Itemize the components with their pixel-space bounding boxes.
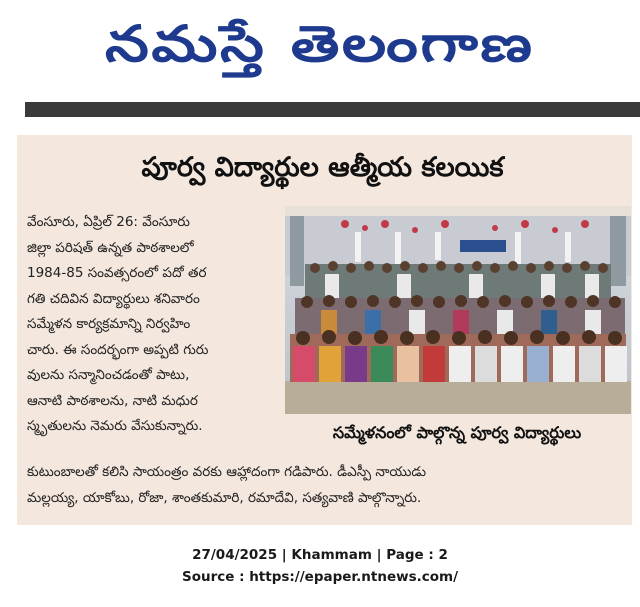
header-divider [25,102,640,117]
article-body-line: కుటుంబాలతో కలిసి సాయంత్రం వరకు ఆహ్లాదంగా గడిపారు. డీఎస్పీ నాయుడు [27,464,427,480]
article-body-line: మల్లయ్య, యాకోబు, రోజా, శాంతకుమారి, రమాదేవి, సత్యవాణి పాల్గొన్నారు. [27,489,422,506]
article-body-line: చారు. ఈ సందర్భంగా అప్పటి గురు [27,341,209,358]
date-edition-line: 27/04/2025 | Khammam | Page : 2 [192,547,448,563]
group-photo [285,206,631,414]
article-body-line: ఆనాటి పాఠశాలను, నాటి మధుర [27,392,198,409]
newspaper-title: నమస్తే తెలంగాణ [105,15,535,73]
article-body-line: స్మృతులను నెమరు వేసుకున్నారు. [27,418,203,434]
article-body-line: గతి చదివిన విద్యార్థులు శనివారం [27,290,200,307]
source-line: Source : https://epaper.ntnews.com/ [181,569,459,585]
article-body-line: జిల్లా పరిషత్ ఉన్నత పాఠశాలలో [27,239,194,256]
article-body-line: 1984-85 సంవత్సరంలో పదో తర [27,265,207,281]
article-headline: పూర్వ విద్యార్థుల ఆత్మీయ కలయిక [141,152,504,183]
group-photo-image [285,206,631,414]
article-body-continued [27,460,612,511]
article-body-line: వేంసూరు, ఏప్రిల్ 26: వేంసూరు [27,214,190,230]
article-body-line: వులను సన్మానించడంతో పాటు, [27,367,190,383]
photo-caption: సమ్మేళనంలో పాల్గొన్న పూర్వ విద్యార్థులు [332,423,582,442]
article-body [27,210,285,440]
article-body-line: సమ్మేళన కార్యక్రమాన్ని నిర్వహిం [27,316,191,332]
masthead [0,0,640,88]
